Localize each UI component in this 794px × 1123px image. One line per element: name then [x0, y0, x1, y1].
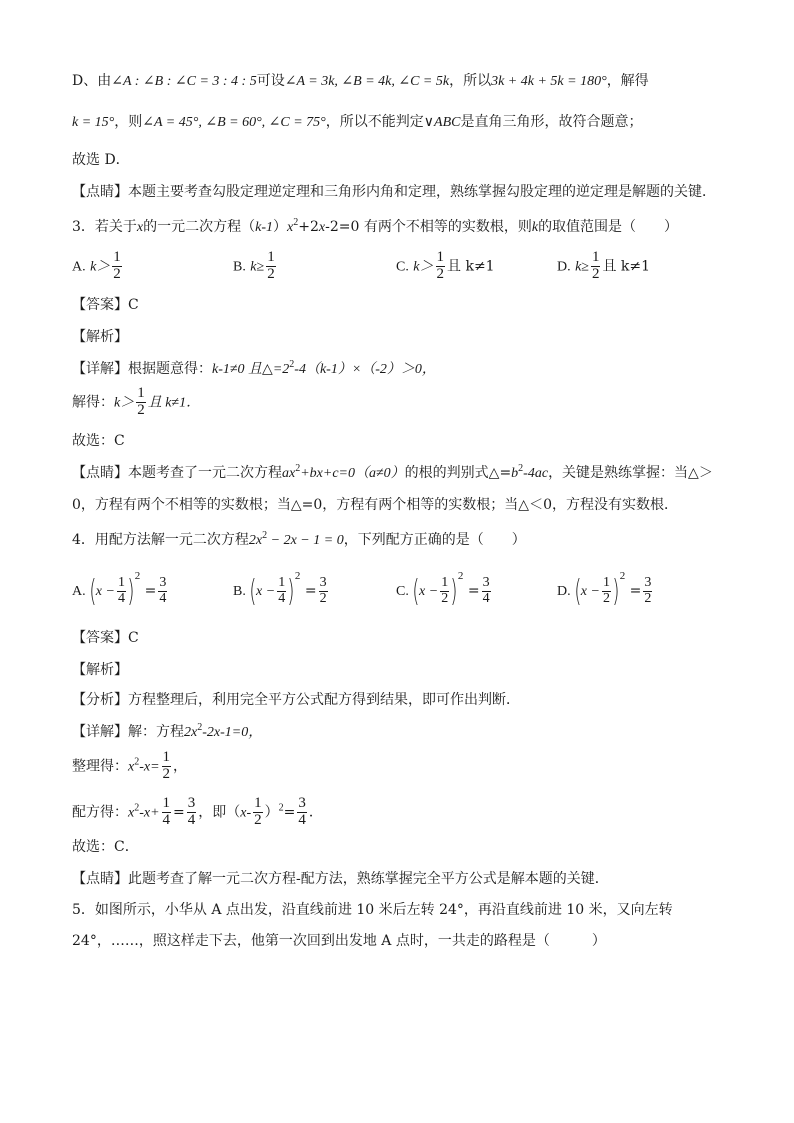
- text: 是直角三角形，故符合题意；: [460, 114, 643, 130]
- text: 的一元二次方程（: [143, 219, 256, 235]
- q3-comment-1: 【点睛】本题考查了一元二次方程$ax^2+bx+c=0(a\ne 0)$的根的判别式$\triangle=b^2-4ac$，关键是熟练掌握：当△＞: [72, 463, 713, 481]
- q4-fenxi: 【分析】方程整理后，利用完全平方公式配方得到结果，即可作出判断．: [72, 692, 520, 708]
- angle-ratio: ∠A : ∠B : ∠C = 3 : 4 : 5: [111, 74, 257, 89]
- q3-analysis: 【解析】: [72, 329, 128, 345]
- discriminant: -4ac: [523, 466, 549, 481]
- fraction: $\frac{3}{2}$: [319, 574, 327, 606]
- d-option-line-1: [72, 74, 649, 89]
- fraction: $\frac{1}{2}$: [436, 249, 445, 282]
- q5-stem-line-2: 24°，……，照这样走下去，他第一次回到出发地 A 点时，一共走的路程是（ ）: [72, 933, 606, 949]
- equation: +bx+c=0（a≠0）: [300, 466, 405, 481]
- equals: =: [304, 583, 317, 599]
- angle-values: ∠A = 45°, ∠B = 60°, ∠C = 75°: [142, 115, 326, 130]
- option-ineq: k＞: [413, 259, 434, 275]
- q3-option-a: [72, 250, 124, 283]
- option-letter: D.: [557, 584, 571, 599]
- option-letter: A.: [72, 584, 86, 599]
- fraction: $\frac{1}{2}$: [602, 574, 610, 606]
- k-value: k = 15°: [72, 115, 115, 130]
- option-letter: B.: [233, 259, 246, 275]
- q3-detail: 【详解】根据题意得：k-1≠0 且$\triangle=2^2-4(k-1)\times(-2)>0$，: [72, 359, 436, 377]
- equals: =: [467, 583, 480, 599]
- discriminant: b: [511, 466, 519, 481]
- option-letter: D.: [557, 259, 571, 275]
- condition: k-1≠0 且△=2: [212, 362, 290, 377]
- option-letter: C.: [396, 584, 409, 599]
- q4-simplify: 整理得：$x^2-x=$ $\frac{1}{2}$ ，: [72, 749, 188, 782]
- q4-option-b: B. (x − $\frac{1}{4}$ )$^2$ = $\frac{3}{2}$: [233, 570, 327, 609]
- text: 整理得：: [72, 758, 128, 775]
- equation: ax: [282, 466, 296, 481]
- text: 【详解】解：方程: [72, 724, 184, 740]
- text: D、由: [72, 73, 112, 89]
- option-ineq: k＞: [90, 259, 111, 275]
- fraction: $\frac{1}{2}$: [591, 249, 600, 282]
- equation: -x+: [139, 805, 160, 821]
- var-x: x: [287, 220, 294, 235]
- var-k: k: [531, 220, 539, 235]
- equals: =: [283, 804, 296, 821]
- option-expr: x −: [580, 584, 600, 599]
- q4-choose: 故选：C．: [72, 839, 139, 855]
- option-ineq: k≥: [250, 259, 265, 275]
- var-x: x: [318, 220, 326, 235]
- option-letter: A.: [72, 259, 86, 275]
- text: ．: [308, 804, 323, 821]
- k-ineq: k＞: [114, 395, 135, 411]
- text: ，: [173, 758, 188, 775]
- angle-sum: 3k + 4k + 5k = 180°: [491, 74, 607, 89]
- fraction: $\frac{1}{2}$: [441, 574, 449, 606]
- fraction: $\frac{1}{2}$: [267, 249, 275, 282]
- q4-comment: 【点睛】此题考查了解一元二次方程-配方法，熟练掌握完全平方公式是解本题的关键．: [72, 871, 609, 887]
- option-ineq: k≥: [575, 259, 589, 275]
- fraction: $\frac{1}{2}$: [254, 795, 262, 828]
- q3-solve: [72, 386, 200, 419]
- exponent: 2: [457, 570, 464, 582]
- equals: =: [173, 804, 185, 821]
- d-option-comment: 【点睛】本题主要考查勾股定理逆定理和三角形内角和定理，熟练掌握勾股定理的逆定理是解题的关键．: [72, 184, 716, 200]
- text: ）: [264, 804, 279, 821]
- fraction: $\frac{1}{2}$: [113, 249, 121, 282]
- text: 【点睛】本题考查了一元二次方程: [72, 465, 282, 481]
- text: ，所以不能判定: [325, 114, 424, 130]
- q4-option-d: D. (x − $\frac{1}{2}$ )$^2$ = $\frac{3}{2}$: [557, 570, 652, 609]
- text: 可设: [256, 73, 285, 89]
- exponent: 2: [294, 570, 301, 582]
- q5-stem-line-1: 5．如图所示，小华从 A 点出发，沿直线前进 10 米后左转 24°，再沿直线前进 10 米，又向左转: [72, 902, 673, 918]
- q4-answer: 【答案】C: [72, 630, 139, 646]
- option-expr: x −: [95, 584, 115, 599]
- text: ，则: [114, 114, 143, 130]
- option-expr: x −: [256, 584, 276, 599]
- option-extra: 且 k≠1: [602, 258, 651, 275]
- exponent: 2: [134, 570, 141, 582]
- text: 的取值范围是（ ）: [538, 219, 679, 235]
- equals: =: [144, 583, 157, 599]
- exponent: 2: [619, 570, 626, 582]
- q3-answer: 【答案】C: [72, 297, 139, 313]
- q4-complete-square: 配方得：$x^2-x+$ $\frac{1}{4}$ = $\frac{3}{4}$ ，即（x- $\frac{1}{2}$ ）$^2$= $\frac{3}{4}$ ．: [72, 795, 323, 828]
- equation: x: [128, 759, 135, 775]
- q4-option-a: A. (x − $\frac{1}{4}$ )$^2$ = $\frac{3}{4}$: [72, 570, 167, 609]
- equation: -x=: [139, 759, 160, 775]
- text: ，所以: [449, 73, 492, 89]
- text: ）: [273, 219, 288, 235]
- q3-option-c: [396, 250, 495, 283]
- q4-detail: 【详解】解：方程$2x^2-2x-1=0$，: [72, 722, 263, 740]
- equation: − 2x − 1 = 0: [267, 533, 344, 548]
- text: ，关键是熟练掌握：当△＞: [548, 465, 713, 481]
- text: 的根的判别式△=: [404, 465, 512, 481]
- q3-option-b: [233, 250, 278, 283]
- fraction: $\frac{1}{4}$: [278, 574, 286, 606]
- k-minus-1: k-1: [255, 220, 274, 235]
- option-letter: B.: [233, 584, 246, 599]
- text: 3．若关于: [72, 219, 137, 235]
- var-x: x: [136, 220, 144, 235]
- equation: x-: [240, 805, 252, 821]
- fraction: $\frac{1}{4}$: [162, 795, 171, 828]
- text: ，下列配方正确的是（ ）: [343, 532, 526, 548]
- text: ，即（: [198, 804, 241, 821]
- fraction: $\frac{1}{2}$: [162, 749, 171, 782]
- fraction: $\frac{3}{2}$: [644, 574, 652, 606]
- equals: =: [629, 583, 642, 599]
- q4-analysis: 【解析】: [72, 662, 128, 678]
- text: 4．用配方法解一元二次方程: [72, 532, 249, 548]
- angle-assignment: ∠A = 3k, ∠B = 4k, ∠C = 5k: [284, 74, 450, 89]
- condition: -4（k-1）×（-2）＞0，: [294, 362, 436, 377]
- equation: -2x-1=0，: [202, 725, 263, 740]
- text: 【详解】根据题意得：: [72, 361, 212, 377]
- q4-option-c: C. (x − $\frac{1}{2}$ )$^2$ = $\frac{3}{4}$: [396, 570, 490, 609]
- fraction: $\frac{3}{4}$: [298, 795, 306, 828]
- fraction: $\frac{1}{2}$: [137, 385, 145, 418]
- equation: 2x: [248, 533, 263, 548]
- equation: 2x: [184, 725, 198, 740]
- triangle-label: ∨ABC: [423, 115, 461, 130]
- option-extra: 且 k≠1: [447, 258, 495, 275]
- option-expr: x −: [419, 584, 439, 599]
- fraction: $\frac{3}{4}$: [159, 574, 167, 606]
- text: -2=0 有两个不相等的实数根，则: [325, 219, 532, 235]
- text: 配方得：: [72, 804, 128, 821]
- text: 解得：: [72, 394, 114, 411]
- q3-stem: 3．若关于x的一元二次方程$(k-1)x^2+2x-2=0$ 有两个不相等的实数根，则k的取值范围是（ ）: [72, 217, 679, 235]
- d-option-choose: 故选 D．: [72, 152, 130, 168]
- fraction: $\frac{1}{4}$: [117, 574, 125, 606]
- q3-comment-2: 0，方程有两个不相等的实数根；当△=0，方程有两个相等的实数根；当△＜0，方程没有实数根．: [72, 497, 678, 513]
- option-letter: C.: [396, 259, 409, 275]
- fraction: $\frac{3}{4}$: [482, 574, 490, 606]
- equation: x: [128, 805, 135, 821]
- text: 且 k≠1．: [147, 395, 201, 411]
- q3-option-d: [557, 250, 650, 283]
- text: +2: [298, 219, 319, 235]
- text: ，解得: [606, 73, 649, 89]
- q4-stem: 4．用配方法解一元二次方程$2x^2 - 2x - 1 = 0$，下列配方正确的是（ ）: [72, 530, 526, 548]
- d-option-line-2: [72, 115, 643, 130]
- fraction: $\frac{3}{4}$: [187, 795, 196, 828]
- q3-choose: 故选：C: [72, 433, 125, 449]
